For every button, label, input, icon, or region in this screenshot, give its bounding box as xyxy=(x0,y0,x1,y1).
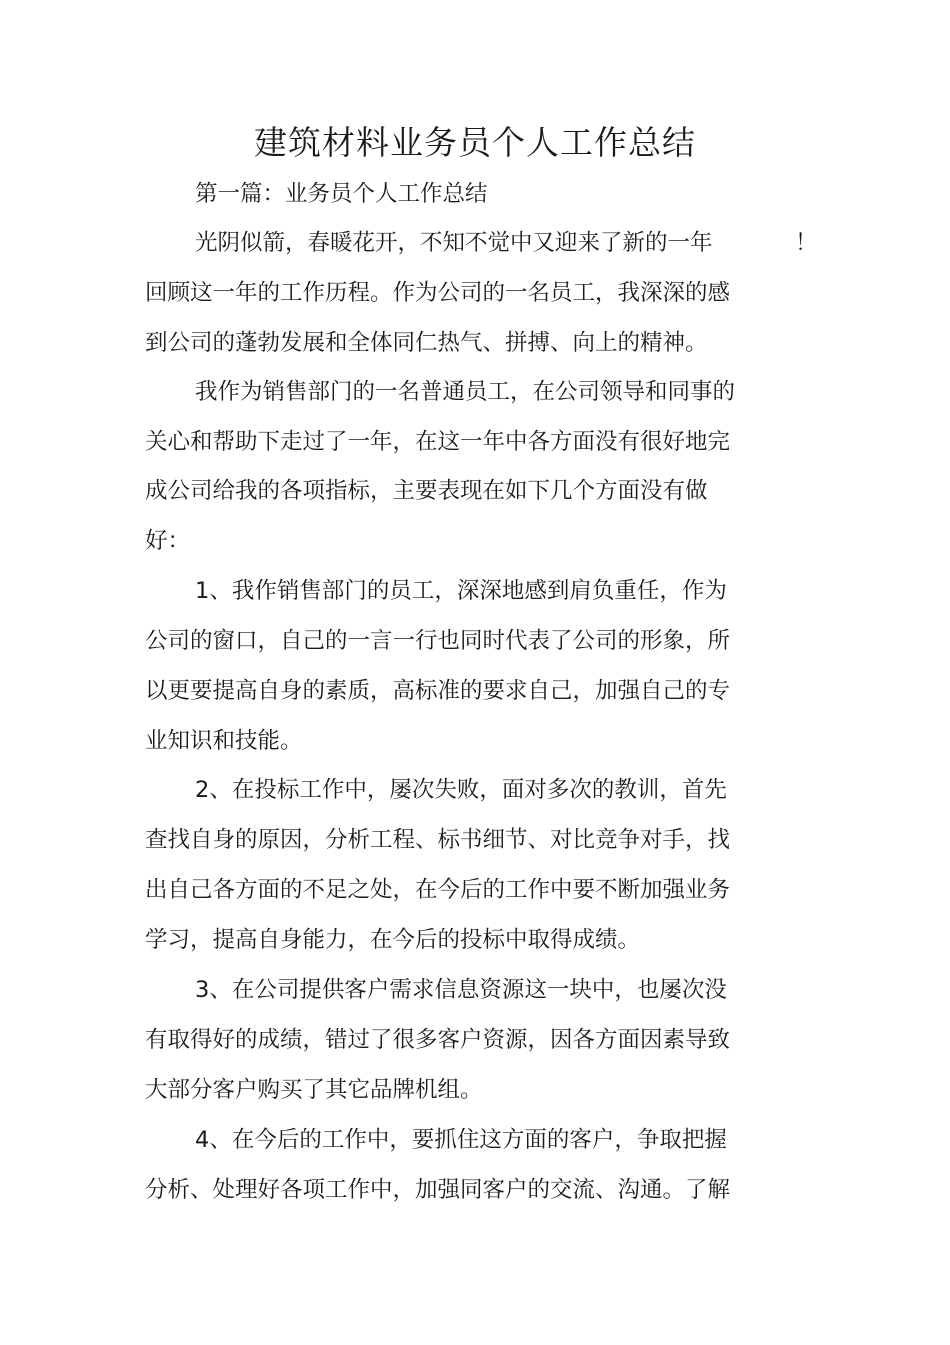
list-item-line: 查找自身的原因，分析工程、标书细节、对比竞争对手，找 xyxy=(145,827,731,853)
paragraph-line: 好： xyxy=(145,528,191,554)
paragraph-line: 光阴似箭，春暖花开，不知不觉中又迎来了新的一年 xyxy=(195,230,713,256)
paragraph-line: 回顾这一年的工作历程。作为公司的一名员工，我深深的感 xyxy=(145,280,731,306)
list-item-line: 业知识和技能。 xyxy=(145,728,303,754)
paragraph-line: 关心和帮助下走过了一年，在这一年中各方面没有很好地完 xyxy=(145,429,731,455)
list-item-line: 大部分客户购买了其它品牌机组。 xyxy=(145,1077,483,1103)
paragraph-line: 我作为销售部门的一名普通员工，在公司领导和同事的 xyxy=(195,379,736,405)
list-item-line: 出自己各方面的不足之处，在今后的工作中要不断加强业务 xyxy=(145,877,731,903)
list-item-line: 3、在公司提供客户需求信息资源这一块中，也屡次没 xyxy=(195,977,727,1003)
list-item-line: 4、在今后的工作中，要抓住这方面的客户，争取把握 xyxy=(195,1127,727,1153)
list-item-line: 学习，提高自身能力，在今后的投标中取得成绩。 xyxy=(145,927,641,953)
section-heading: 第一篇：业务员个人工作总结 xyxy=(195,181,488,207)
list-item-line: 以更要提高自身的素质，高标准的要求自己，加强自己的专 xyxy=(145,678,731,704)
list-item-line: 2、在投标工作中，屡次失败，面对多次的教训，首先 xyxy=(195,777,727,803)
list-item-line: 有取得好的成绩，错过了很多客户资源，因各方面因素导致 xyxy=(145,1027,731,1053)
paragraph-line-end: ！ xyxy=(795,230,818,256)
list-item-line: 1、我作销售部门的员工，深深地感到肩负重任，作为 xyxy=(195,578,727,604)
paragraph-line: 到公司的蓬勃发展和全体同仁热气、拼搏、向上的精神。 xyxy=(145,330,708,356)
document-title: 建筑材料业务员个人工作总结 xyxy=(254,123,696,162)
list-item-line: 公司的窗口，自己的一言一行也同时代表了公司的形象，所 xyxy=(145,628,731,654)
paragraph-line: 成公司给我的各项指标，主要表现在如下几个方面没有做 xyxy=(145,478,708,504)
list-item-line: 分析、处理好各项工作中，加强同客户的交流、沟通。了解 xyxy=(145,1177,731,1203)
